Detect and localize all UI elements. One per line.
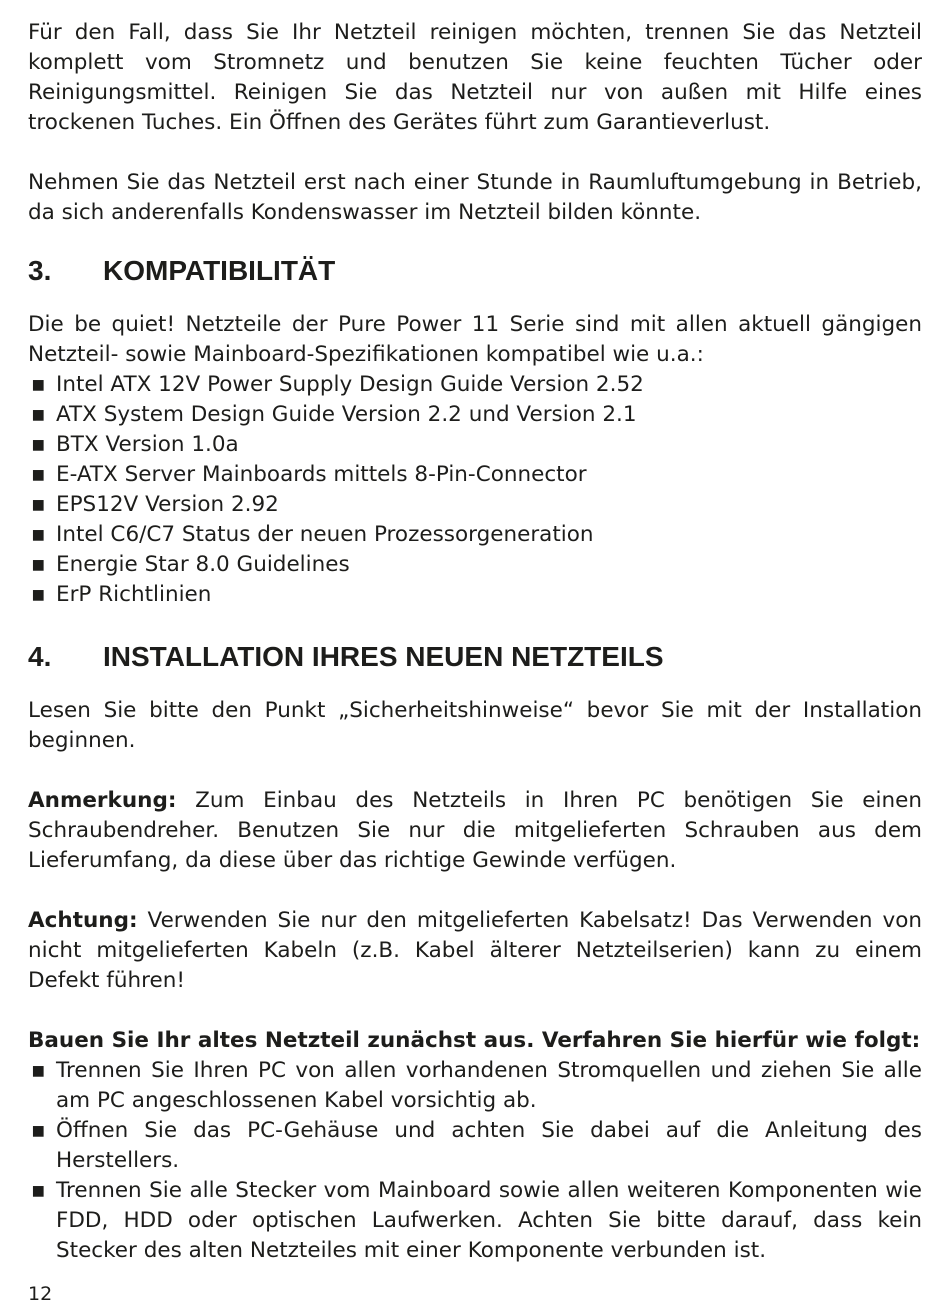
bullet-icon: ▪ [31,552,46,577]
list-item: ▪ Intel ATX 12V Power Supply Design Guide Version 2.52 [28,370,922,400]
document-page [28,18,922,1266]
list-item: ▪ Energie Star 8.0 Guidelines [28,550,922,580]
section-3-title: KOMPATIBILITÄT [103,255,336,286]
bullet-icon: ▪ [31,402,46,427]
bullet-icon: ▪ [31,432,46,457]
list-item: ▪ ErP Richtlinien [28,580,922,610]
bullet-icon: ▪ [31,582,46,607]
intro-paragraph-condensation: Nehmen Sie das Netzteil erst nach einer Stunde in Raumluftumgebung in Betrieb, da sich anderenfalls Kondenswasser im Netzteil bilden könnte. [28,170,922,225]
bullet-icon: ▪ [31,492,46,517]
list-item: ▪ ATX System Design Guide Version 2.2 und Version 2.1 [28,400,922,430]
list-item: ▪ EPS12V Version 2.92 [28,490,922,520]
bullet-icon: ▪ [31,522,46,547]
bullet-icon: ▪ [31,1178,46,1203]
intro-paragraph-cleaning: Für den Fall, dass Sie Ihr Netzteil reinigen möchten, trennen Sie das Netzteil komplett vom Stromnetz und benutzen Sie keine feuchten Tücher oder Reinigungsmittel. Reinigen Sie das Netzteil nur von außen mit Hilfe eines trockenen Tuches. Ein Öffnen des Gerätes führt zum Garantieverlust. [28,20,922,135]
bullet-icon: ▪ [31,1118,46,1143]
section-3-number: 3. [28,255,52,286]
page-number: 12 [28,1283,53,1305]
list-item: ▪ E-ATX Server Mainboards mittels 8-Pin-Connector [28,460,922,490]
steps-heading: Bauen Sie Ihr altes Netzteil zunächst aus. Verfahren Sie hierfür wie folgt: [28,1028,921,1053]
bullet-icon: ▪ [31,372,46,397]
note-text: Zum Einbau des Netzteils in Ihren PC benötigen Sie einen Schraubendreher. Benutzen Sie nur die mitgelieferten Schrauben aus dem Lieferumfang, da diese über das richtige Gewinde verfügen. [28,788,922,873]
section-4-title: INSTALLATION IHRES NEUEN NETZTEILS [103,641,664,672]
note-paragraph [28,786,922,876]
section-3-heading [28,254,922,288]
warning-label: Achtung: [28,908,138,933]
note-label: Anmerkung: [28,788,177,813]
list-item: ▪ Öffnen Sie das PC-Gehäuse und achten Sie dabei auf die Anleitung des Herstellers. [28,1116,922,1176]
warning-text: Verwenden Sie nur den mitgelieferten Kabelsatz! Das Verwenden von nicht mitgelieferten Kabeln (z.B. Kabel älterer Netzteilserien) kann zu einem Defekt führen! [28,908,922,993]
removal-steps-list [28,1056,922,1266]
list-item: ▪ Trennen Sie alle Stecker vom Mainboard sowie allen weiteren Komponenten wie FDD, HDD oder optischen Laufwerken. Achten Sie bitte darauf, dass kein Stecker des alten Netzteiles mit einer Komponente verbunden ist. [28,1176,922,1266]
list-item: ▪ Trennen Sie Ihren PC von allen vorhandenen Stromquellen und ziehen Sie alle am PC angeschlossenen Kabel vorsichtig ab. [28,1056,922,1116]
list-item: ▪ Intel C6/C7 Status der neuen Prozessorgeneration [28,520,922,550]
section-3-intro: Die be quiet! Netzteile der Pure Power 11 Serie sind mit allen aktuell gängigen Netzteil- sowie Mainboard-Spezifikationen kompatibel wie u.a.: [28,312,922,367]
section-4-intro: Lesen Sie bitte den Punkt „Sicherheitshinweise“ bevor Sie mit der Installation beginnen. [28,698,922,753]
compatibility-list [28,370,922,610]
warning-paragraph [28,906,922,996]
section-4-heading [28,640,922,674]
bullet-icon: ▪ [31,1058,46,1083]
list-item: ▪ BTX Version 1.0a [28,430,922,460]
bullet-icon: ▪ [31,462,46,487]
section-4-number: 4. [28,641,52,672]
